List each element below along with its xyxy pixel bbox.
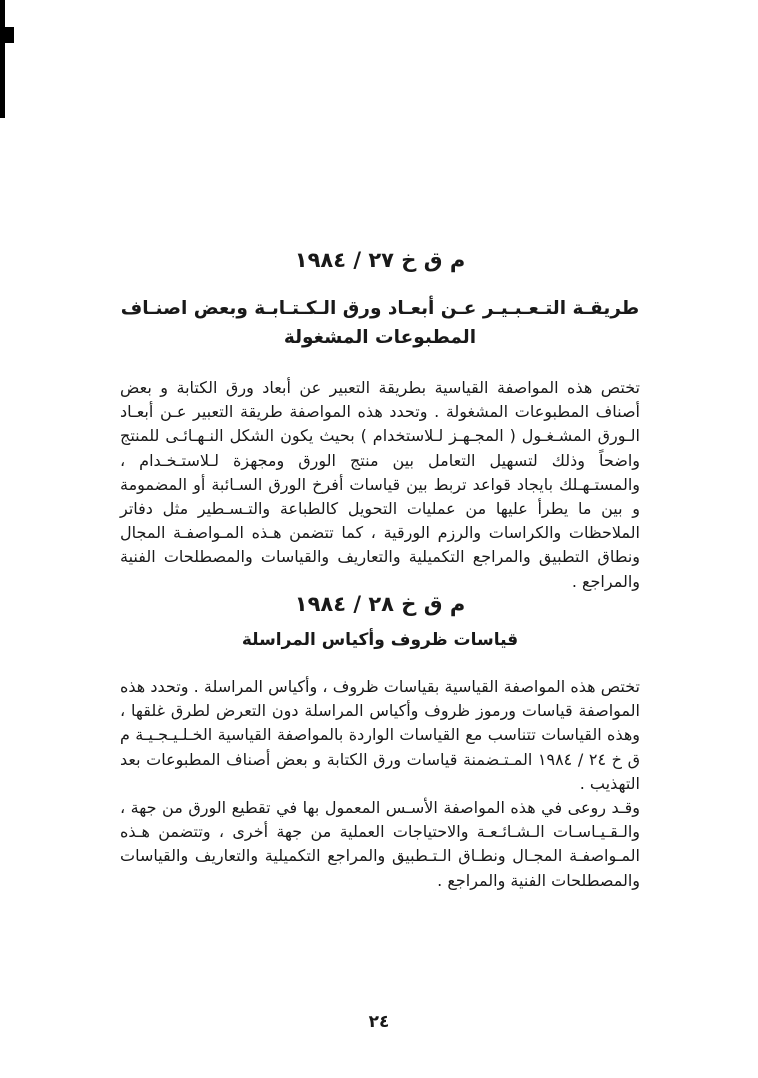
- standard-code-heading-1: م ق خ ٢٧ / ١٩٨٤: [294, 248, 466, 272]
- standard-code-heading-2: م ق خ ٢٨ / ١٩٨٤: [294, 592, 466, 616]
- scan-edge-artifact: [0, 0, 5, 118]
- scan-blob-artifact: [0, 27, 14, 43]
- standard-title-2: قياسات ظروف وأكياس المراسلة: [241, 630, 519, 650]
- standard-2-abstract-paragraph-1: تختص هذه المواصفة القياسية بقياسات ظروف ، وأكياس المراسلة . وتحدد هذه المواصفة قياسات ورموز ظروف وأكياس المراسلة دون التعرض لطرق غلقها ، وهذه القياسات تتناسب مع القياسات الواردة بالمواصفة القياسية الخـلـيـجـيـة م ق خ ٢٤ / ١٩٨٤ المـتـضمنة قياسات ورق الكتابة و بعض أصناف المطبوعات بعد التهذيب .: [120, 677, 640, 793]
- standard-title-1: [120, 294, 640, 352]
- standard-1-abstract-paragraph: تختص هذه المواصفة القياسية بطريقة التعبير عن أبعاد ورق الكتابة و بعض أصناف المطبوعات المشغولة . وتحدد هذه المواصفة طريقة التعبير عـن أبعـاد الـورق المشـغـول ( المجـهـز لـلاستخدام ) بحيث يكون الشكل النـهـائـى للمنتج واضحاً وذلك لتسهيل التعامل بين منتج الورق ومجهزة لـلاستـخـدام ، والمستـهـلك بايجاد قواعد تربط بين قياسات أفرخ الورق السـائبة أو المضمومة و بين ما يطرأ عليها من عمليات التحويل كالطباعة والتـسـطير مثل دفاتر الملاحظات والكراسات والرزم الورقية ، كما تتضمن هـذه المـواصفـة المجال ونطاق التطبيق والمراجع التكميلية والتعاريف والقياسات والمصطلحات الفنية والمراجع .: [120, 378, 640, 591]
- page-number: ٢٤: [368, 1012, 390, 1032]
- standard-title-1-line1: طريقـة التـعـبـيـر عـن أبعـاد ورق الـكـتـابـة وبعض اصنـاف: [120, 298, 640, 319]
- standard-title-1-line2: المطبوعات المشغولة: [283, 327, 477, 348]
- standard-2-abstract-paragraph-2: وقـد روعى في هذه المواصفة الأسـس المعمول بها في تقطيع الورق من جهة ، والـقـيـاسـات الـشـائـعـة والاحتياجات العملية من جهة أخرى ، وتتضمن هـذه المـواصفـة المجـال ونطـاق الـتـطبيق والمراجع التكميلية والتعاريف والقياسات والمصطلحات الفنية والمراجع .: [120, 798, 640, 890]
